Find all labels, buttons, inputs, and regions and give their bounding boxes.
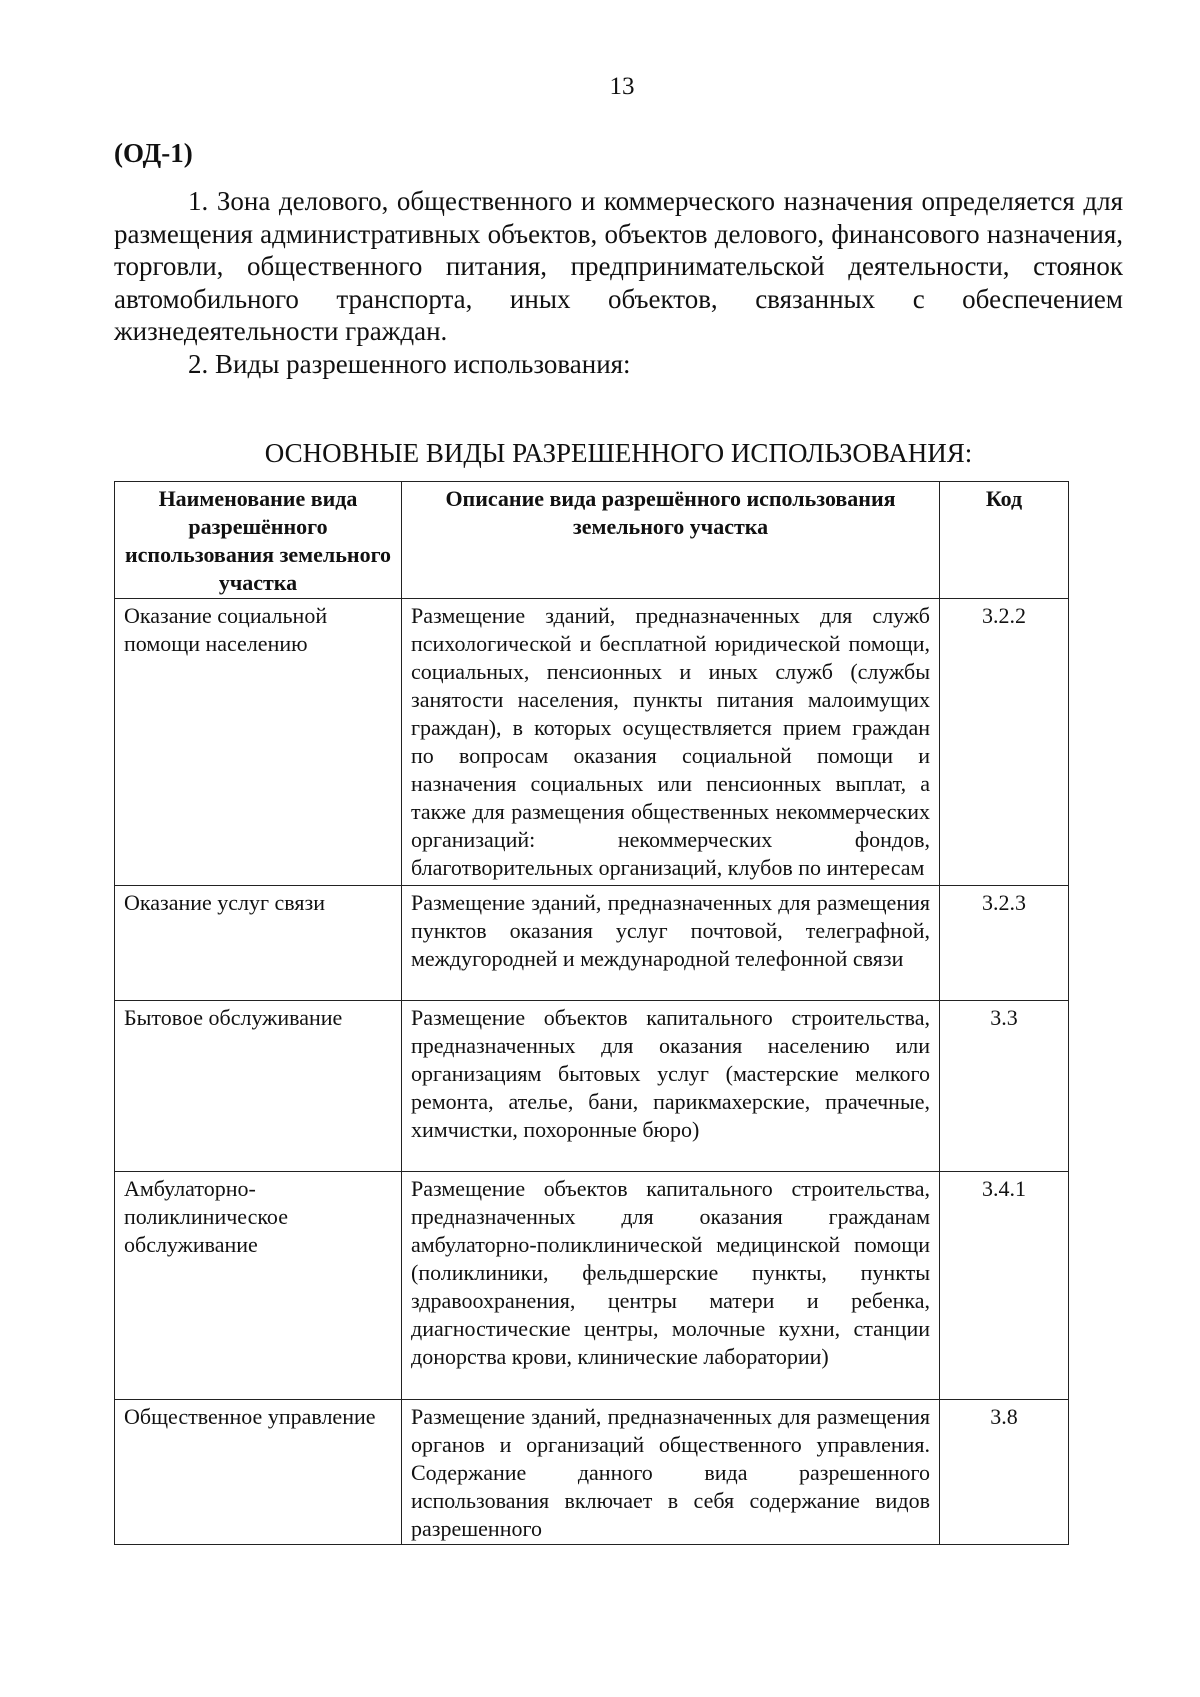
use-description-cell: Размещение зданий, предназначенных для размещения пунктов оказания услуг почтовой, телеграфной, междугородней и международной телефонной связи [402,886,940,1001]
paragraph-zone-purpose: 1. Зона делового, общественного и коммерческого назначения определяется для размещения административных объектов, объектов делового, финансового назначения, торговли, общественного питания, предпринимательской деятельности, стоянок автомобильного транспорта, иных объектов, связанных с обеспечением жизнедеятельности граждан. [114,186,1123,346]
table-row [115,599,1069,886]
page-number: 13 [609,73,635,100]
header-use-description: Описание вида разрешённого использования земельного участка [402,482,940,599]
zone-code-heading: (ОД-1) [114,138,193,168]
use-code-cell: 3.2.2 [940,599,1069,886]
use-name-cell: Оказание услуг связи [115,886,402,1001]
use-name-cell: Амбулаторно-поликлиническое обслуживание [115,1172,402,1400]
use-name-cell: Бытовое обслуживание [115,1001,402,1172]
use-code-cell: 3.4.1 [940,1172,1069,1400]
header-code: Код [940,482,1069,599]
use-description-cell: Размещение зданий, предназначенных для размещения органов и организаций общественного управления. Содержание данного вида разрешенного использования включает в себя содержание видов разрешенного [402,1400,940,1545]
table-header-row [115,482,1069,599]
use-description-cell: Размещение зданий, предназначенных для служб психологической и бесплатной юридической помощи, социальных, пенсионных и иных служб (службы занятости населения, пункты питания малоимущих граждан), в которых осуществляется прием граждан по вопросам оказания социальной помощи и назначения социальных или пенсионных выплат, а также для размещения общественных некоммерческих организаций: некоммерческих фондов, благотворительных организаций, клубов по интересам [402,599,940,886]
table-title: ОСНОВНЫЕ ВИДЫ РАЗРЕШЕННОГО ИСПОЛЬЗОВАНИЯ: [264,438,973,468]
intro-text [114,185,1123,380]
table-row [115,1001,1069,1172]
use-code-cell: 3.8 [940,1400,1069,1545]
header-use-name: Наименование вида разрешённого использования земельного участка [115,482,402,599]
use-name-cell: Общественное управление [115,1400,402,1545]
use-code-cell: 3.3 [940,1001,1069,1172]
use-description-cell: Размещение объектов капитального строительства, предназначенных для оказания населению или организациям бытовых услуг (мастерские мелкого ремонта, ателье, бани, парикмахерские, прачечные, химчистки, похоронные бюро) [402,1001,940,1172]
use-name-cell: Оказание социальной помощи населению [115,599,402,886]
paragraph-permitted-uses: 2. Виды разрешенного использования: [188,348,631,379]
table-row [115,1400,1069,1545]
table-row [115,886,1069,1001]
permitted-uses-table [114,481,1069,1545]
use-code-cell: 3.2.3 [940,886,1069,1001]
use-description-cell: Размещение объектов капитального строительства, предназначенных для оказания гражданам амбулаторно-поликлинической медицинской помощи (поликлиники, фельдшерские пункты, пункты здравоохранения, центры матери и ребенка, диагностические центры, молочные кухни, станции донорства крови, клинические лаборатории) [402,1172,940,1400]
table-row [115,1172,1069,1400]
